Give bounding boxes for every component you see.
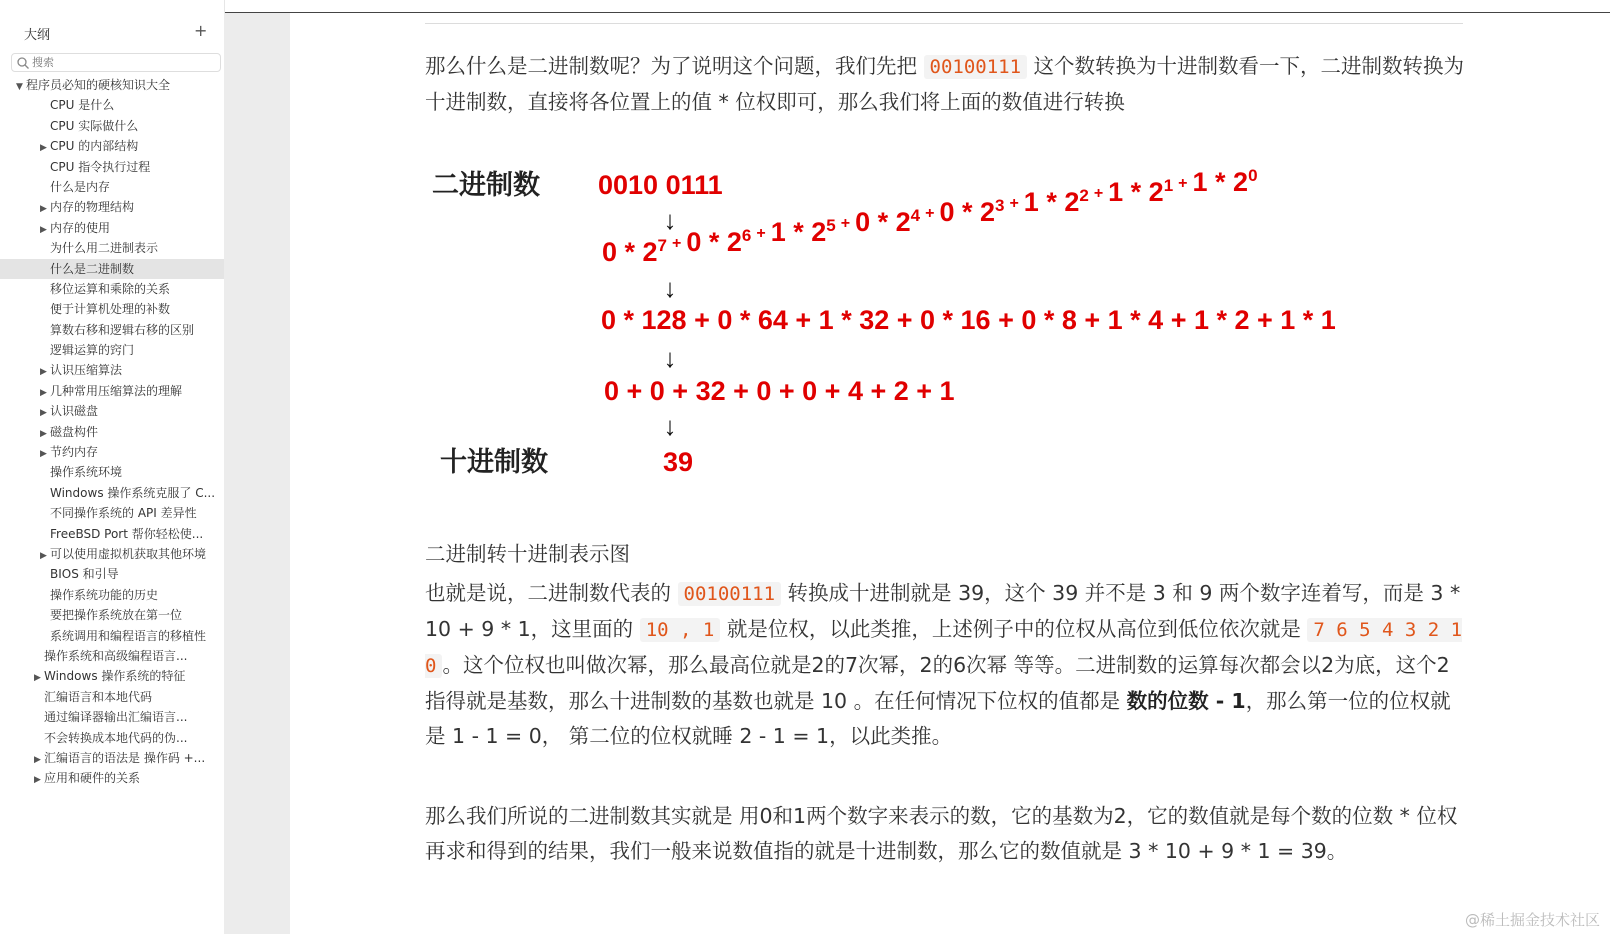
outline-item[interactable] [0, 95, 224, 115]
paragraph-explanation [425, 576, 1465, 754]
binary-to-decimal-diagram [290, 163, 1390, 523]
outline-item[interactable] [0, 177, 224, 197]
outline-item[interactable] [0, 442, 224, 462]
outline-item[interactable] [0, 75, 224, 95]
power-term: 0 * 2 [939, 197, 995, 227]
outline-item[interactable] [0, 483, 224, 503]
outline-item-label: 认识压缩算法 [50, 363, 123, 378]
outline-item-label: 汇编语言和本地代码 [44, 689, 153, 704]
add-button[interactable]: + [194, 21, 208, 40]
search-box[interactable] [11, 53, 221, 72]
search-input[interactable] [32, 55, 212, 70]
binary-value: 0010 0111 [598, 170, 723, 200]
outline-item[interactable] [0, 707, 224, 727]
outline-item[interactable] [0, 728, 224, 748]
result-value: 39 [663, 447, 694, 477]
outline-item-label: 操作系统和高级编程语言... [44, 648, 188, 663]
outline-item-label: 不同操作系统的 API 差异性 [50, 506, 197, 521]
outline-title: 大纲 [24, 28, 51, 43]
power-term: 0 * 2 [855, 207, 911, 237]
outline-item[interactable] [0, 544, 224, 564]
expand-icon[interactable]: ▶ [34, 673, 41, 684]
outline-item[interactable] [0, 401, 224, 421]
outline-item-label: 系统调用和编程语言的移植性 [50, 628, 207, 643]
outline-item-label: 不会转换成本地代码的伪... [44, 730, 188, 745]
power-exponent: 2 [1079, 186, 1089, 205]
outline-item-label: 移位运算和乘除的关系 [50, 281, 171, 296]
outline-item[interactable] [0, 503, 224, 523]
outline-item[interactable] [0, 136, 224, 156]
outline-item[interactable] [0, 218, 224, 238]
outline-item-label: 要把操作系统放在第一位 [50, 608, 183, 623]
outline-item[interactable] [0, 646, 224, 666]
power-exponent: 7 [657, 236, 668, 255]
text: 转换成十进制就是 39，这个 39 并不是 3 和 9 两个数字连着写，而是 3 * 10 + 9 * 1，这里面的 [425, 581, 1461, 641]
text: 那么什么是二进制数呢？为了说明这个问题，我们先把 [425, 54, 924, 78]
outline-item-label: 应用和硬件的关系 [44, 771, 141, 786]
outline-item[interactable] [0, 299, 224, 319]
outline-item-label: 通过编译器输出汇编语言... [44, 710, 188, 725]
outline-item-label: 认识磁盘 [50, 404, 99, 419]
expand-icon[interactable]: ▶ [34, 754, 41, 765]
figure-caption: 二进制转十进制表示图 [425, 542, 630, 566]
weights-line: 0 * 128 + 0 * 64 + 1 * 32 + 0 * 16 + 0 * 8 + 1 * 4 + 1 * 2 + 1 * 1 [601, 305, 1336, 335]
inline-code: 10 , 1 [640, 618, 721, 642]
outline-tree [0, 75, 224, 789]
outline-item[interactable] [0, 422, 224, 442]
outline-item[interactable] [0, 320, 224, 340]
collapse-icon[interactable]: ▼ [16, 82, 23, 92]
expand-icon[interactable]: ▶ [40, 408, 47, 419]
powers-line: 0 * 27 + 0 * 26 + 1 * 25 + 0 * 24 + 0 * 23 + 1 * 22 + 1 * 21 + 1 * 20 [602, 166, 1258, 267]
power-exponent: 4 [910, 206, 921, 225]
expand-icon[interactable]: ▶ [40, 143, 47, 154]
outline-sidebar [0, 0, 225, 934]
text: 。这个位权也叫做次幂，那么最高位就是2的7次幂，2的6次幂 等等。二进制数的运算每次都会以2为底，这个2 指得就是基数，那么十进制数的基数也就是 10 。在任何情况下位权的值都是 [425, 653, 1450, 713]
expand-icon[interactable]: ▶ [40, 387, 47, 398]
expand-icon[interactable]: ▶ [40, 367, 47, 378]
outline-item-label: BIOS 和引导 [50, 567, 119, 582]
inline-code: 7 6 5 4 3 2 1 0 [425, 619, 1463, 677]
power-exponent: 1 [1163, 176, 1174, 195]
expand-icon[interactable]: ▶ [34, 775, 41, 786]
outline-item[interactable] [0, 360, 224, 380]
outline-item[interactable] [0, 564, 224, 584]
bold-text: 数的位数 - 1 [1126, 689, 1246, 713]
power-term: 1 * 2 [1023, 187, 1080, 217]
power-term: 1 * 2 [1192, 167, 1249, 197]
outline-item-label: CPU 是什么 [50, 98, 115, 113]
outline-item-label: 节约内存 [50, 445, 99, 460]
outline-item-label: 内存的物理结构 [50, 200, 135, 215]
watermark: @稀土掘金技术社区 [1464, 911, 1600, 929]
outline-item-label: 程序员必知的硬核知识大全 [26, 78, 171, 92]
outline-item-label: 为什么用二进制表示 [50, 241, 159, 256]
text: 就是位权，以此类推，上述例子中的位权从高位到低位依次就是 [720, 617, 1308, 641]
outline-item-label: Windows 操作系统的特征 [44, 669, 186, 684]
outline-item[interactable] [0, 687, 224, 707]
outline-item[interactable] [0, 666, 224, 686]
label-binary: 二进制数 [432, 170, 540, 200]
power-exponent: 0 [1248, 166, 1258, 185]
expand-icon[interactable]: ▶ [40, 204, 47, 215]
power-term: 0 * 2 [686, 227, 742, 257]
outline-item[interactable] [0, 748, 224, 768]
paragraph-summary: 那么我们所说的二进制数其实就是 用0和1两个数字来表示的数，它的基数为2，它的数值就是每个数的位数 * 位权再求和得到的结果，我们一般来说数值指的就是十进制数，那么它的数值就是 3 * 10 + 9 * 1 = 39。 [425, 804, 1458, 863]
power-exponent: 6 [741, 226, 752, 245]
outline-item[interactable] [0, 197, 224, 217]
outline-item-label: 逻辑运算的窍门 [50, 343, 135, 358]
expand-icon[interactable]: ▶ [40, 428, 47, 439]
outline-item[interactable] [0, 259, 224, 279]
power-term: 1 * 2 [770, 217, 827, 247]
outline-item-label: CPU 指令执行过程 [50, 159, 151, 174]
horizontal-rule [425, 23, 1463, 24]
text: 也就是说，二进制数代表的 [425, 581, 678, 605]
text: 这个数转换为十进制数看一下，二进制数转换为十进制数，直接将各位置上的值 * 位权即可，那么我们将上面的数值进行转换 [425, 54, 1465, 114]
outline-item[interactable] [0, 279, 224, 299]
label-decimal: 十进制数 [440, 447, 548, 477]
expand-icon[interactable]: ▶ [40, 449, 47, 460]
outline-item[interactable] [0, 605, 224, 625]
power-exponent: 5 [826, 216, 836, 235]
arrow-2: ↓ [663, 273, 677, 303]
outline-item-label: 可以使用虚拟机获取其他环境 [50, 546, 207, 561]
sum-line: 0 + 0 + 32 + 0 + 0 + 4 + 2 + 1 [604, 376, 955, 406]
outline-item[interactable] [0, 462, 224, 482]
outline-item[interactable] [0, 116, 224, 136]
document-content [290, 13, 1610, 934]
outline-item-label: 操作系统功能的历史 [50, 587, 159, 602]
outline-item-label: 内存的使用 [50, 220, 111, 235]
outline-item[interactable] [0, 524, 224, 544]
outline-item[interactable] [0, 238, 224, 258]
outline-item-label: 磁盘构件 [50, 424, 99, 439]
outline-item[interactable] [0, 626, 224, 646]
outline-item-label: 几种常用压缩算法的理解 [50, 383, 183, 398]
inline-code: 00100111 [924, 55, 1028, 79]
outline-item-label: 什么是二进制数 [50, 261, 135, 276]
outline-item-label: 什么是内存 [50, 179, 111, 194]
outline-item[interactable] [0, 157, 224, 177]
outline-item-label: 便于计算机处理的补数 [50, 302, 171, 317]
text: ，那么第一位的位权就是 1 - 1 = 0， 第二位的位权就睡 2 - 1 = 1，以此类推。 [425, 689, 1451, 748]
outline-item[interactable] [0, 340, 224, 360]
editor-gutter [224, 13, 290, 934]
outline-item[interactable] [0, 381, 224, 401]
power-term: 1 * 2 [1108, 177, 1164, 207]
power-exponent: 3 [994, 196, 1005, 215]
outline-item-label: CPU 实际做什么 [50, 118, 139, 133]
expand-icon[interactable]: ▶ [40, 550, 47, 561]
outline-item-label: 操作系统环境 [50, 465, 123, 480]
paragraph-intro [425, 49, 1465, 120]
outline-item-label: CPU 的内部结构 [50, 139, 139, 154]
outline-item-label: 算数右移和逻辑右移的区别 [50, 322, 195, 337]
expand-icon[interactable]: ▶ [40, 224, 47, 235]
outline-item[interactable] [0, 585, 224, 605]
arrow-4: ↓ [663, 411, 677, 441]
arrow-1: ↓ [663, 205, 677, 235]
power-term: 0 * 2 [602, 237, 658, 267]
outline-item[interactable] [0, 768, 224, 788]
outline-item-label: 汇编语言的语法是 操作码 +... [44, 750, 206, 765]
outline-item-label: Windows 操作系统克服了 C... [50, 485, 216, 500]
outline-item-label: FreeBSD Port 帮你轻松使... [50, 526, 204, 541]
inline-code: 00100111 [678, 582, 782, 606]
arrow-3: ↓ [663, 343, 677, 373]
search-icon [16, 56, 30, 70]
